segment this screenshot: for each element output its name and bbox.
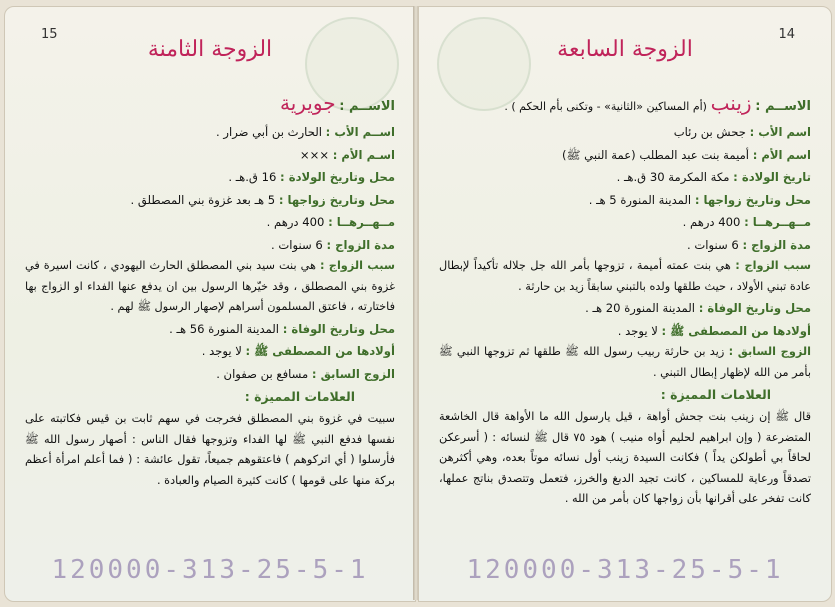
name-value: جويرية	[279, 91, 336, 115]
features-heading: العلامات المميزة :	[660, 387, 771, 402]
previous-husband-label: الزوج السابق :	[728, 345, 811, 358]
info-row: محل وتاريخ الوفاة : المدينة المنورة 20 هـ .	[585, 301, 811, 315]
info-row: أولادها من المصطفى ﷺ : لا يوجد .	[617, 323, 811, 338]
info-row: محل وتاريخ الوفاة : المدينة المنورة 56 هـ .	[169, 321, 395, 336]
name-extra: (أم المساكين «الثانية» - وتكنى بأم الحكم ) .	[504, 100, 707, 113]
info-row: مــهــرهــا : 400 درهم .	[266, 215, 395, 229]
reason-paragraph	[25, 256, 395, 318]
info-row: اسـم الأم : ×××	[299, 147, 395, 162]
reason-text: هي بنت عمته أميمة ، تزوجها بأمر الله جل جلاله تأكيداً لإبطال عادة تبني الأولاد ، حيث طلقها ولده بالتبني سابقاً زيد بن حارثة .	[439, 259, 811, 293]
page-title-right: الزوجة السابعة	[557, 37, 693, 62]
features-text: سبيت في غزوة بني المصطلق فخرجت في سهم ثابت بن قيس فكاتبته على نفسها فدفع النبي ﷺ لها الفداء وتزوجها فقال الناس : أصهار رسول الله ﷺ فأرسلوا ( أي اتركوهم ) فاعتقوهم جميعاً، تقول عائشة : ( فما أعلم امرأة أعظم بركة منها على قومها ) كانت كثيرة الصيام والعبادة .	[25, 412, 395, 487]
name-label: الاســم :	[755, 99, 811, 114]
reason-text: هي بنت سيد بني المصطلق الحارث اليهودي ، كانت اسيرة في غزوة بني المصطلق ، وقد خيّرها الرسول بين ان يدفع عنها الفداء او الزواج بها فاختارته ، فاعتق المسلمون أسراهم لإصهار الرسول ﷺ لهم .	[25, 259, 395, 313]
info-row: اسم الأب : جحش بن رئاب	[673, 125, 811, 139]
info-row: اســم الأب : الحارث بن أبي ضرار .	[216, 125, 395, 139]
info-row: اسم الأم : أميمة بنت عبد المطلب (عمة النبي ﷺ)	[561, 147, 811, 162]
page-title-left: الزوجة الثامنة	[147, 37, 273, 62]
reason-label: سبب الزواج :	[735, 259, 811, 272]
name-value: زينب	[710, 91, 752, 115]
info-row: أولادها من المصطفى ﷺ : لا يوجد .	[201, 344, 395, 358]
previous-husband-paragraph	[439, 342, 811, 383]
info-row: مدة الزواج : 6 سنوات .	[271, 237, 395, 252]
reason-paragraph	[439, 256, 811, 297]
page-right	[418, 6, 832, 602]
info-row: تاريخ الولادة : مكة المكرمة 30 ق.هـ .	[616, 170, 811, 184]
info-row: مــهــرهــا : 400 درهم .	[682, 215, 811, 229]
serial-number-right: 120000-313-25-5-1	[466, 555, 784, 585]
info-row: محل وتاريخ زواجها : المدينة المنورة 5 هـ .	[588, 192, 811, 207]
content-right	[439, 89, 811, 510]
name-row	[439, 89, 811, 121]
info-row: محل وتاريخ الولادة : 16 ق.هـ .	[228, 170, 395, 184]
info-row: الزوج السابق : مسافع بن صفوان .	[216, 366, 395, 381]
features-text: قال ﷺ إن زينب بنت جحش أواهة ، قيل يارسول الله ما الأواهة قال الخاشعة المتضرعة ( وإن ابراهيم لحليم أواه منيب ) هود ٧٥ قال ﷺ لنسائه : ( أسرعكن لحاقاً بي أطولكن يداً ) فكانت السيدة زينب أول نسائه موتاً بعده، وهي أكثرهن تصدقاً ورعاية للمساكين ، كانت تجيد الدبغ والخرز، فتعمل وتتصدق بناتج عملها، كانت تفخر على أقرانها بأن زواجها كان بأمر من الله .	[439, 410, 811, 505]
features-heading: العلامات المميزة :	[244, 389, 355, 404]
info-row: مدة الزواج : 6 سنوات .	[687, 237, 811, 252]
page-number-right: 14	[778, 27, 795, 42]
serial-number-left: 120000-313-25-5-1	[51, 555, 369, 585]
name-label: الاســم :	[339, 99, 395, 114]
page-number-left: 15	[41, 27, 58, 42]
reason-label: سبب الزواج :	[319, 259, 395, 272]
page-left	[4, 6, 416, 602]
info-row: محل وتاريخ زواجها : 5 هـ بعد غزوة بني المصطلق .	[130, 192, 395, 207]
previous-husband-text: زيد بن حارثة ربيب رسول الله ﷺ طلقها ثم تزوجها النبي ﷺ بأمر من الله لإظهار إبطال التبني .	[439, 345, 811, 379]
content-left	[25, 89, 395, 491]
name-row	[25, 89, 395, 121]
